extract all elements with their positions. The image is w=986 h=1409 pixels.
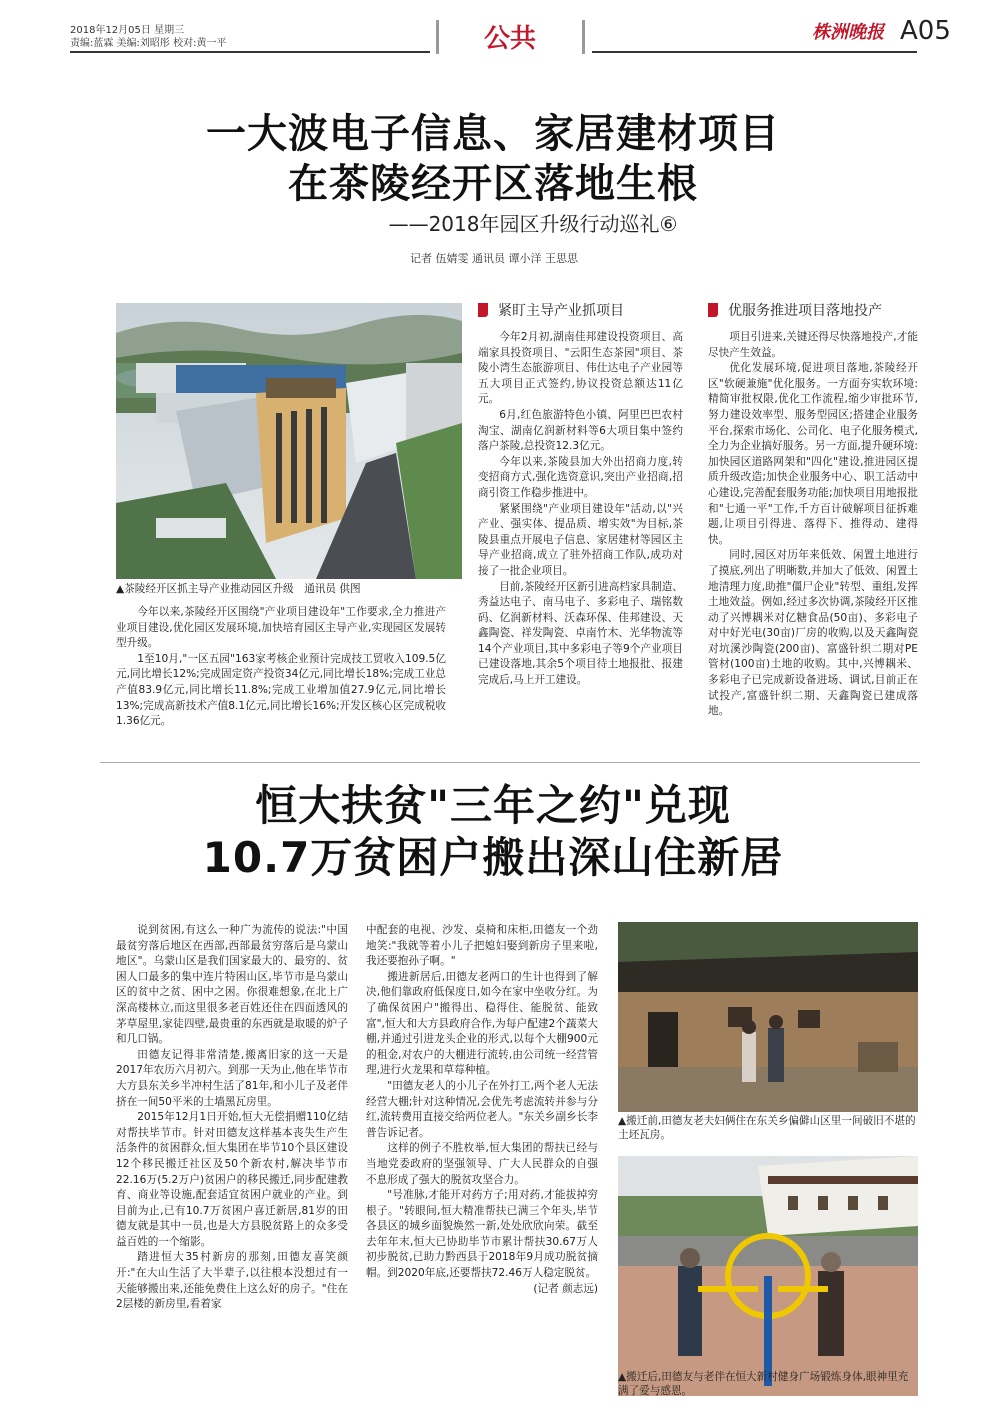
section2-paragraph: 项目引进来,关键还得尽快落地投产,才能尽快产生效益。 bbox=[708, 331, 918, 359]
article2-paragraph: 田德友记得非常清楚,搬离旧家的这一天是2017年农历六月初六。到那一天为止,他在毕节市大方县东关乡半冲村生活了81年,和小儿子及老伴挤在一间50平米的土墙黑瓦房里。 bbox=[116, 1048, 348, 1108]
editor-line: 责编:蓝霖 美编:刘昭彤 校对:黄一平 bbox=[70, 38, 227, 49]
article2-caption-after: ▲搬迁后,田德友与老伴在恒大新村健身广场锻炼身体,眼神里充满了爱与感恩。 bbox=[618, 1371, 909, 1397]
date-line: 2018年12月05日 星期三 bbox=[70, 25, 185, 36]
intro-paragraph: 今年以来,茶陵经开区围绕"产业项目建设年"工作要求,全力推进产业项目建设,优化园区发展环境,加快培育园区主导产业,实现园区发展转型升级。 bbox=[116, 606, 446, 650]
article2-paragraph: 中配套的电视、沙发、桌椅和床柜,田德友一个劲地笑:"我就等着小儿子把媳妇娶到新房子里来啦,我还要抱孙子啊。" bbox=[366, 924, 598, 968]
article2-title-line1: 恒大扶贫"三年之约"兑现 bbox=[255, 781, 731, 830]
article2-caption-before: ▲搬迁前,田德友老夫妇俩住在东关乡偏僻山区里一间破旧不堪的土坯瓦房。 bbox=[618, 1115, 916, 1141]
article2-paragraph: "田德友老人的小儿子在外打工,两个老人无法经营大棚;针对这种情况,会优先考虑流转并参与分红,流转费用直接交给两位老人。"东关乡副乡长李普告诉记者。 bbox=[366, 1079, 598, 1139]
section2-heading-text: 优服务推进项目落地投产 bbox=[728, 303, 882, 319]
intro-paragraph: 1至10月,"一区五园"163家考核企业预计完成技工贸收入109.5亿元,同比增长12%;完成固定资产投资34亿元,同比增长18%;完成工业总产值83.9亿元,同比增长11.8%;完成工业增加值27.9亿元,同比增长13%;完成高新技术产值8.1亿元,同比增长16%;开发区核心区完成税收1.36亿元。 bbox=[116, 652, 446, 728]
article2-paragraph: 说到贫困,有这么一种广为流传的说法:"中国最贫穷落后地区在西部,西部最贫穷落后是乌蒙山地区"。乌蒙山区是我们国家最大的、最穷的、贫困人口最多的集中连片特困山区,毕节市是乌蒙山区的贫中之贫、困中之困。你很难想象,在北上广深高楼林立,而这里很多老百姓还住在四面透风的茅草屋里,家徒四壁,最贵重的东西就是取暖的炉子和几口锅。 bbox=[116, 924, 348, 1046]
old-house-image bbox=[618, 922, 918, 1112]
article1-subtitle: ——2018年园区升级行动巡礼⑥ bbox=[388, 212, 678, 236]
article2-col2 bbox=[366, 923, 598, 1297]
section1-heading bbox=[478, 300, 624, 320]
article2-title-line2: 10.7万贫困户搬出深山住新居 bbox=[202, 833, 784, 882]
header-rule-right bbox=[592, 51, 917, 53]
article1-byline: 记者 伍婧雯 通讯员 谭小洋 王思思 bbox=[410, 252, 578, 265]
article2-paragraph: "号准脉,才能开对药方子;用对药,才能拔掉穷根子。"转眼间,恒大精准帮扶已满三个年头,毕节各县区的城乡面貌焕然一新,处处欣欣向荣。截至去年年末,恒大已协助毕节市累计帮扶30.67万人初步脱贫,已助力黔西县于2018年9月成功脱贫摘帽。到2020年底,还要帮扶72.46万人稳定脱贫。 bbox=[366, 1189, 598, 1280]
article1-intro bbox=[116, 605, 446, 730]
heading-marker-icon bbox=[478, 303, 488, 317]
section1-paragraph: 今年2月初,湖南佳邦建设投资项目、高端家具投资项目、"云阳生态茶园"项目、茶陵小湾生态旅游项目、伟仕达电子产业园等五大项目正式签约,协议投资总额达11亿元。 bbox=[478, 331, 683, 406]
section1-heading-text: 紧盯主导产业抓项目 bbox=[498, 303, 624, 319]
section1-paragraph: 今年以来,茶陵县加大外出招商力度,转变招商方式,强化选资意识,突出产业招商,招商引资工作稳步推进中。 bbox=[478, 455, 683, 499]
article2-photo-before bbox=[618, 922, 918, 1112]
article-divider bbox=[100, 762, 920, 763]
header-meta bbox=[70, 24, 226, 50]
section1-body bbox=[478, 330, 683, 689]
industrial-park-image bbox=[116, 303, 462, 579]
fitness-square-image bbox=[618, 1156, 918, 1396]
section1-paragraph: 6月,红色旅游特色小镇、阿里巴巴农村淘宝、湖南亿润新材料等6大项目集中签约落户茶陵,总投资12.3亿元。 bbox=[478, 408, 683, 453]
page-number: A05 bbox=[900, 16, 951, 46]
section2-body bbox=[708, 330, 918, 720]
article2-paragraph: 踏进恒大35村新房的那刻,田德友喜笑颜开:"在大山生活了大半辈子,以往根本没想过有一天能够搬出来,还能免费住上这么好的房子。"住在2层楼的新房里,看着家 bbox=[116, 1251, 348, 1311]
section2-paragraph: 优化发展环境,促进项目落地,茶陵经开区"软硬兼施"优化服务。一方面夯实软环境:精简审批权限,优化工作流程,缩少审批环节,努力建设效率型、服务型园区;搭建企业服务平台,探索市场化、公司化、电子化服务模式,全力为企业搞好服务。另一方面,提升硬环境:加快园区道路网架和"四化"建设,推进园区提质升级改造;加快企业服务中心、职工活动中心建设,完善配套服务功能;加快项目用地报批和"七通一平"工作,千方百计破解项目征拆难题,让项目引得进、落得下、推得动、建得快。 bbox=[708, 362, 918, 546]
section-title: 公共 bbox=[483, 24, 536, 54]
masthead-logo: 株洲晚报 bbox=[812, 22, 884, 43]
article1-photo-caption: ▲茶陵经开区抓主导产业推动园区升级 通讯员 供图 bbox=[116, 583, 361, 595]
article2-col1 bbox=[116, 923, 348, 1313]
article1-title-line1: 一大波电子信息、家居建材项目 bbox=[206, 111, 780, 157]
article2-paragraph: 搬进新居后,田德友老两口的生计也得到了解决,他们靠政府低保度日,如今在家中坐收分红。为了确保贫困户"搬得出、稳得住、能脱贫、能致富",恒大和大方县政府合作,为每户配建2个蔬菜大棚,并通过引进龙头企业的形式,以每个大棚900元的租金,对农户的大棚进行流转,由公司统一经营管理,进行火龙果和草莓种植。 bbox=[366, 970, 598, 1077]
article1-photo bbox=[116, 303, 462, 579]
heading-marker-icon bbox=[708, 303, 718, 317]
article2-reporter: (记者 颜志远) bbox=[533, 1282, 598, 1295]
article2-paragraph: 2015年12月1日开始,恒大无偿捐赠110亿结对帮扶毕节市。针对田德友这样基本丧失生产生活条件的贫困群众,恒大集团在毕节10个县区建设12个移民搬迁社区及50个新农村,解决毕节市22.16万(5.2万户)贫困户的移民搬迁,同步配建教育、商业等设施,配套适宜贫困户就业的产业。到目前为止,已有10.7万贫困户喜迁新居,81岁的田德友就是其中一员,也是大方县脱贫路上的众多受益百姓的一个缩影。 bbox=[116, 1111, 348, 1248]
article2-photo-after bbox=[618, 1156, 918, 1396]
header-rule-left bbox=[70, 51, 430, 53]
article2-paragraph: 这样的例子不胜枚举,恒大集团的帮扶已经与当地党委政府的坚强领导、广大人民群众的自强不息形成了强大的脱贫攻坚合力。 bbox=[366, 1142, 598, 1186]
section1-paragraph: 目前,茶陵经开区新引进高档家具制造、秀益达电子、南马电子、多彩电子、瑞铭数码、亿润新材料、沃森环保、佳邦建设、天鑫陶瓷、祥发陶瓷、卓南竹木、光华物流等14个产业项目,其中多彩电子等9个产业项目已建设落地,其余5个项目待土地报批、报建完成后,马上开工建设。 bbox=[478, 580, 683, 687]
section2-heading bbox=[708, 300, 882, 320]
header-divider-right bbox=[582, 20, 585, 54]
header-divider-left bbox=[436, 20, 439, 54]
article1-title-line2: 在茶陵经开区落地生根 bbox=[288, 161, 698, 207]
section1-paragraph: 紧紧围绕"产业项目建设年"活动,以"兴产业、强实体、提品质、增实效"为目标,茶陵县重点开展电子信息、家居建材等园区主导产业招商,成立了驻外招商工作队,成功对接了一批企业项目。 bbox=[478, 502, 683, 577]
section2-paragraph: 同时,园区对历年来低效、闲置土地进行了摸底,列出了明晰数,并加大了低效、闲置土地清理力度,助推"僵尸企业"转型、重组,发挥土地效益。例如,经过多次协调,茶陵经开区推动了兴博耦米对亿糖食品(50亩)、多彩电子对中好光电(30亩)厂房的收购,以及天鑫陶瓷对坑溪沙陶瓷(200亩)、富盛针织二期对PE管材(100亩)土地的收购。其中,兴博耦米、多彩电子已完成新设备进场、调试,目前正在试投产,富盛针织二期、天鑫陶瓷已建成落地。 bbox=[708, 549, 918, 718]
